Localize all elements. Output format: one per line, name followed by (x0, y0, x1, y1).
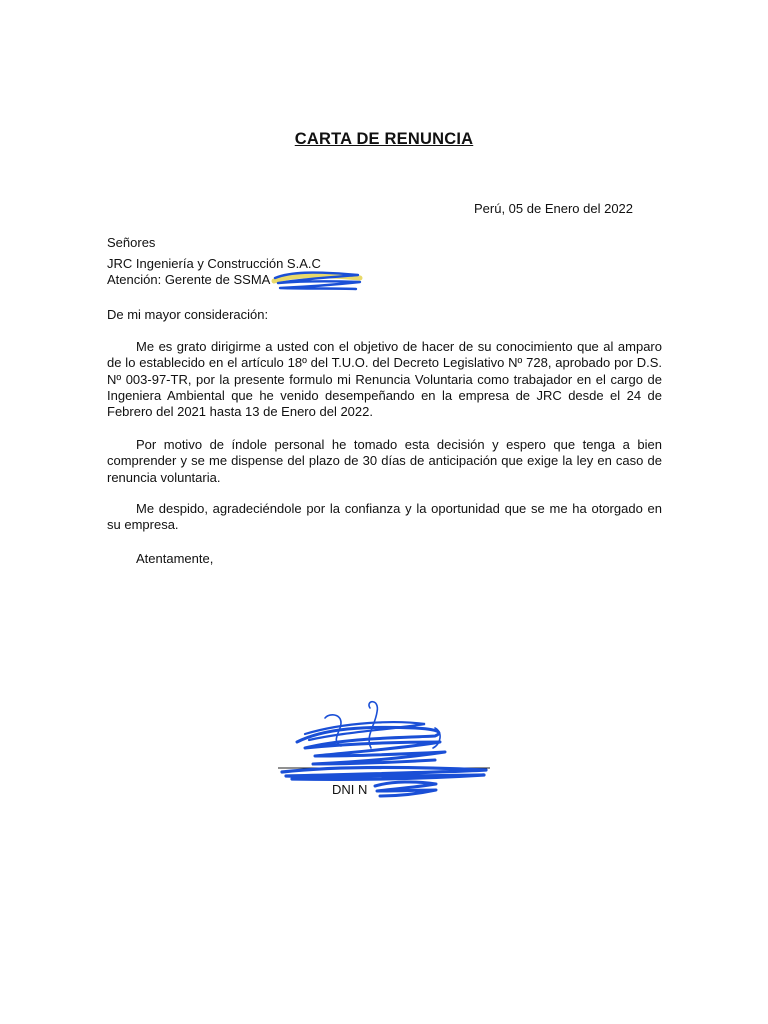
attention-line: Atención: Gerente de SSMA (107, 272, 271, 287)
dni-label: DNI N (332, 782, 368, 797)
closing: Atentamente, (136, 551, 214, 566)
letter-title: CARTA DE RENUNCIA (294, 130, 474, 148)
dni-number-redaction (372, 778, 440, 800)
salutation: Señores (107, 235, 156, 250)
name-redaction-scribble (272, 269, 364, 295)
paragraph-2: Por motivo de índole personal he tomado esta decisión y espero que tenga a bien comprender y se me dispense del plazo de 30 días de anticipación que exige la ley en caso de renuncia voluntaria. (107, 437, 662, 485)
greeting: De mi mayor consideración: (107, 307, 269, 322)
paragraph-3: Me despido, agradeciéndole por la confianza y la oportunidad que se me ha otorgado en su empresa. (107, 501, 662, 533)
date-line: Perú, 05 de Enero del 2022 (474, 201, 634, 216)
company-name: JRC Ingeniería y Construcción S.A.C (107, 256, 321, 271)
paragraph-1: Me es grato dirigirme a usted con el objetivo de hacer de su conocimiento que al amparo de lo establecido en el artículo 18º del T.U.O. del Decreto Legislativo Nº 728, aprobado por D.S. Nº 003-97-TR, por la presente formulo mi Renuncia Voluntaria como trabajador en el cargo de Ingeniera Ambiental que he venido desempeñando en la empresa de JRC desde el 24 de Febrero del 2021 hasta 13 de Enero del 2022. (107, 339, 662, 420)
